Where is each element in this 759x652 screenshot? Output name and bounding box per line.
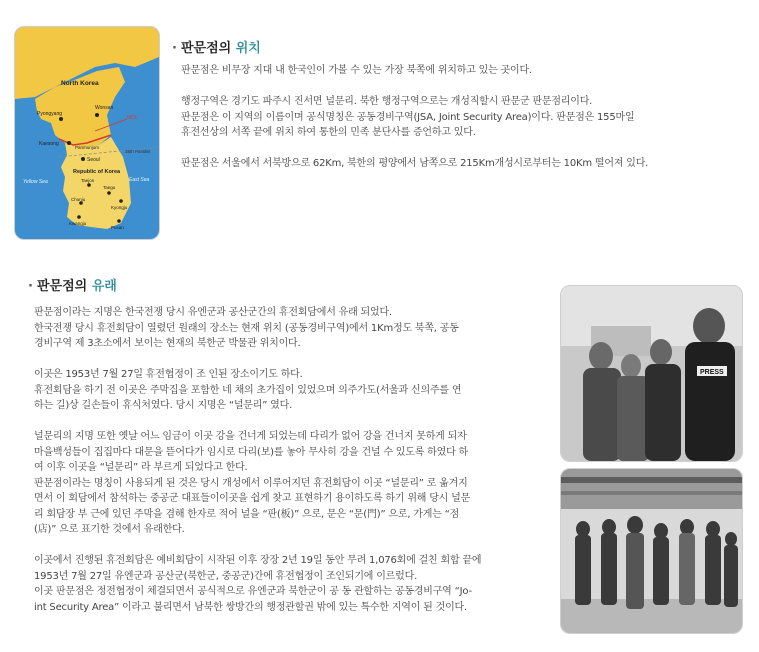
kaesong-dot <box>67 141 71 145</box>
label-north-korea: North Korea <box>61 80 99 87</box>
heading-prefix: 판문점의 <box>180 41 232 56</box>
bullet-dot: · <box>172 41 177 56</box>
bullet-dot: · <box>28 279 33 294</box>
text-line: 판문점은 서울에서 서북방으로 62Km, 북한의 평양에서 남쪽으로 215Km개성시로부터는 10Km 떨어져 있다. <box>181 158 649 169</box>
text-line: int Security Area” 이라고 불리면서 남북한 쌍방간의 행정관할권 밖에 있는 특수한 지역이 된 것이다. <box>34 601 467 613</box>
historic-photo-officers <box>560 285 743 462</box>
label-seoul: Seoul <box>87 157 100 163</box>
kwangju-dot <box>77 215 81 219</box>
label-kyongju: Kyongju <box>111 205 128 210</box>
label-wonsan: Wonsan <box>95 105 114 111</box>
heading-accent: 유래 <box>91 279 117 294</box>
text-line: (店)” 으로 표기한 것에서 유래한다. <box>34 524 185 535</box>
text-line: 한국전쟁 당시 휴전회담이 열렸던 원래의 장소는 현재 위치 (공동경비구역)에서 1Km정도 북쪽, 공동 <box>34 322 459 334</box>
text-line: 판문점은 이 지역의 이름이며 공식명칭은 공동경비구역(JSA, Joint Security Area)이다. 판문점은 155마일 <box>181 111 635 123</box>
label-chonju: Chonju <box>71 197 86 202</box>
text-line: 이곳은 1953년 7월 27일 휴전협정이 조 인된 장소이기도 하다. <box>34 369 303 380</box>
photo-platform-image <box>561 469 742 633</box>
label-pusan: Pusan <box>111 225 124 230</box>
text-line: 판문점이라는 명칭이 사용되게 된 것은 당시 개성에서 이루어지던 휴전회담이 이곳 “널문리” 로 옮겨지 <box>34 477 468 489</box>
label-taejon: Taejon <box>81 178 95 183</box>
text-line: 하는 길)상 길손들이 휴식처였다. 당시 지명은 “널문리” 였다. <box>34 400 293 411</box>
label-kaesong: Kaesong <box>39 141 59 147</box>
label-taegu: Taegu <box>103 185 116 190</box>
text-line: 판문점은 비무장 지대 내 한국인이 가볼 수 있는 가장 북쪽에 위치하고 있는 곳이다. <box>181 65 532 76</box>
text-line: 1953년 7월 27일 유엔군과 공산군(북한군, 중공군)간에 휴전협정이 조인되기에 이르렀다. <box>34 570 418 582</box>
text-line: 이곳에서 진행된 휴전회담은 예비회담이 시작된 이후 장장 2년 19일 동안 무려 1,076회에 걸친 회합 끝에 <box>34 555 482 566</box>
wonsan-dot <box>95 113 99 117</box>
text-line: 면서 이 회담에서 참석하는 중공군 대표들이이곳을 쉽게 찾고 표현하기 용이하도록 하기 위해 당시 널문 <box>34 493 471 504</box>
label-kwangju: Kwangju <box>69 221 87 226</box>
label-pyongyang: Pyongyang <box>37 111 63 117</box>
kyongju-dot <box>119 199 123 203</box>
text-line: 판문점이라는 지명은 한국전쟁 당시 유엔군과 공산군간의 휴전회담에서 유래 되었다. <box>34 307 392 318</box>
location-text <box>181 63 648 172</box>
taegu-dot <box>107 191 111 195</box>
pusan-dot <box>117 219 121 223</box>
label-parallel: 38th Parallel <box>125 149 151 154</box>
text-line: 널문리의 지명 또한 옛날 어느 임금이 이곳 강을 건너게 되었는데 다리가 없어 강을 건너지 못하게 되자 <box>34 431 467 442</box>
label-republic: Republic of Korea <box>73 169 121 175</box>
label-east-sea: East Sea <box>129 177 150 183</box>
korea-map <box>15 27 159 239</box>
text-line: 휴전선상의 서쪽 끝에 위치 하여 통한의 민족 분단사를 증언하고 있다. <box>181 127 476 138</box>
heading-accent: 위치 <box>235 41 261 56</box>
heading-prefix: 판문점의 <box>36 279 88 294</box>
korea-map-frame <box>14 26 160 240</box>
seoul-dot <box>81 157 85 161</box>
origin-text <box>34 305 481 615</box>
text-line: 행정구역은 경기도 파주시 진서면 널문리. 북한 행정구역으로는 개성직할시 판문군 판문점리이다. <box>181 96 593 107</box>
text-line: 이곳 판문점은 정전협정이 체결되면서 공식적으로 유엔군과 북한군이 공 동 관할하는 공동경비구역 “Jo- <box>34 586 472 597</box>
historic-photo-train-platform <box>560 468 743 634</box>
pyongyang-dot <box>59 117 63 121</box>
section-heading-origin <box>28 275 117 294</box>
text-line: 여 이후 이곳을 “널문리” 라 부르게 되었다고 한다. <box>34 462 248 473</box>
photo-officers-image <box>561 286 742 461</box>
label-mdl: MDL <box>127 115 138 121</box>
taejon-dot <box>87 183 91 187</box>
press-armband-text: PRESS <box>700 369 724 376</box>
label-yellow-sea: Yellow Sea <box>23 179 48 185</box>
section-heading-location <box>172 37 261 56</box>
text-line: 휴전회담을 하기 전 이곳은 주막집을 포함한 네 채의 초가집이 있었으며 의주가도(서울과 신의주를 연 <box>34 384 462 396</box>
text-line: 리 회담장 부 근에 있던 주막을 겸해 한자로 적어 널을 “판(板)” 으로, 문은 “문(門)” 으로, 가게는 “점 <box>34 508 460 520</box>
label-panmunjom: Panmunjom <box>75 145 100 150</box>
text-line: 마을백성들이 집집마다 대문을 뜯어다가 임시로 다리(보)를 놓아 무사히 강을 건널 수 있도록 하였다 하 <box>34 446 468 458</box>
text-line: 경비구역 제 3초소에서 보이는 현재의 북한군 박물관 위치이다. <box>34 338 301 349</box>
